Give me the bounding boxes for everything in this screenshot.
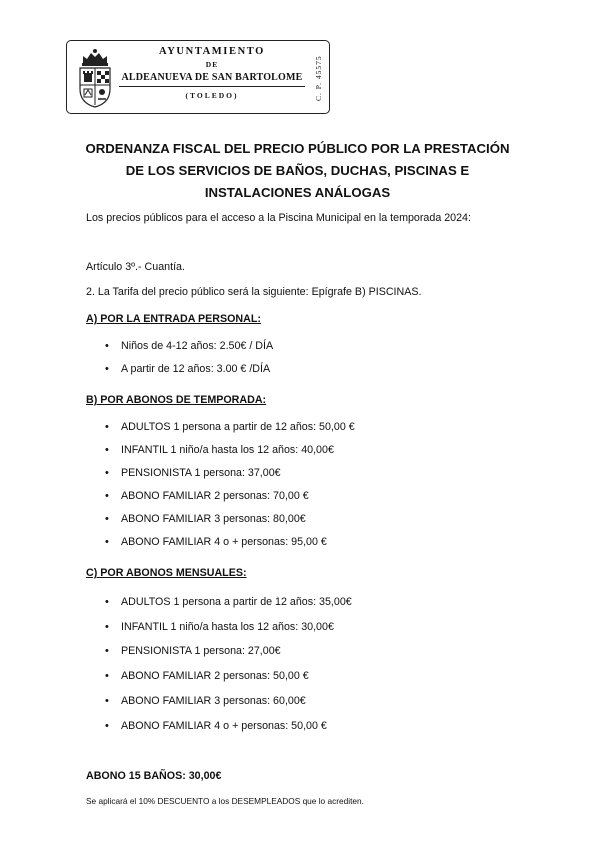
- section-c-heading-text: C) POR ABONOS MENSUALES:: [86, 567, 247, 579]
- list-item: • PENSIONISTA 1 persona: 37,00€: [121, 467, 281, 479]
- list-item: • A partir de 12 años: 3.00 € /DÍA: [121, 363, 270, 375]
- list-item: • INFANTIL 1 niño/a hasta los 12 años: 30,00€: [121, 621, 334, 633]
- list-item: • ABONO FAMILIAR 2 personas: 50,00 €: [121, 670, 309, 682]
- list-item: • ABONO FAMILIAR 3 personas: 60,00€: [121, 695, 306, 707]
- section-b-heading: [86, 394, 266, 406]
- section-b-heading-text: B) POR ABONOS DE TEMPORADA:: [86, 394, 267, 406]
- letterhead-de: DE: [205, 60, 219, 69]
- coat-of-arms-icon: [75, 47, 115, 109]
- list-item: • ABONO FAMILIAR 2 personas: 70,00 €: [121, 490, 309, 502]
- section-a-heading-text: A) POR LA ENTRADA PERSONAL:: [86, 313, 261, 325]
- section-c-heading: [86, 567, 247, 579]
- abono-15-banos: ABONO 15 BAÑOS: 30,00€: [86, 770, 222, 782]
- list-item: • ABONO FAMILIAR 4 o + personas: 50,00 €: [121, 720, 327, 732]
- article-heading: Artículo 3º.- Cuantía.: [86, 261, 185, 273]
- document-title: ORDENANZA FISCAL DEL PRECIO PÚBLICO POR LA PRESTACIÓN DE LOS SERVICIOS DE BAÑOS, DUCHAS, PISCINAS E INSTALACIONES ANÁLOGAS: [85, 141, 510, 200]
- letterhead-municipality: ALDEANUEVA DE SAN BARTOLOME: [119, 72, 305, 87]
- letterhead-ayuntamiento: AYUNTAMIENTO: [159, 46, 265, 57]
- discount-note: Se aplicará el 10% DESCUENTO a los DESEMPLEADOS que lo acrediten.: [86, 796, 364, 806]
- list-item: • ABONO FAMILIAR 3 personas: 80,00€: [121, 513, 306, 525]
- list-item: • PENSIONISTA 1 persona: 27,00€: [121, 645, 281, 657]
- letterhead-postal-code: C. P. 45575: [314, 55, 323, 101]
- list-item: • INFANTIL 1 niño/a hasta los 12 años: 40,00€: [121, 444, 334, 456]
- section-a-heading: [86, 313, 261, 325]
- list-item: • Niños de 4-12 años: 2.50€ / DÍA: [121, 340, 273, 352]
- letterhead-province: (TOLEDO): [185, 91, 239, 100]
- list-item: • ABONO FAMILIAR 4 o + personas: 95,00 €: [121, 536, 327, 548]
- letterhead: [66, 40, 330, 114]
- letterhead-text: [119, 45, 305, 100]
- intro-text: Los precios públicos para el acceso a la Piscina Municipal en la temporada 2024:: [86, 212, 471, 224]
- tariff-line: 2. La Tarifa del precio público será la siguiente: Epígrafe B) PISCINAS.: [86, 286, 422, 298]
- list-item: • ADULTOS 1 persona a partir de 12 años: 35,00€: [121, 596, 352, 608]
- list-item: • ADULTOS 1 persona a partir de 12 años: 50,00 €: [121, 421, 355, 433]
